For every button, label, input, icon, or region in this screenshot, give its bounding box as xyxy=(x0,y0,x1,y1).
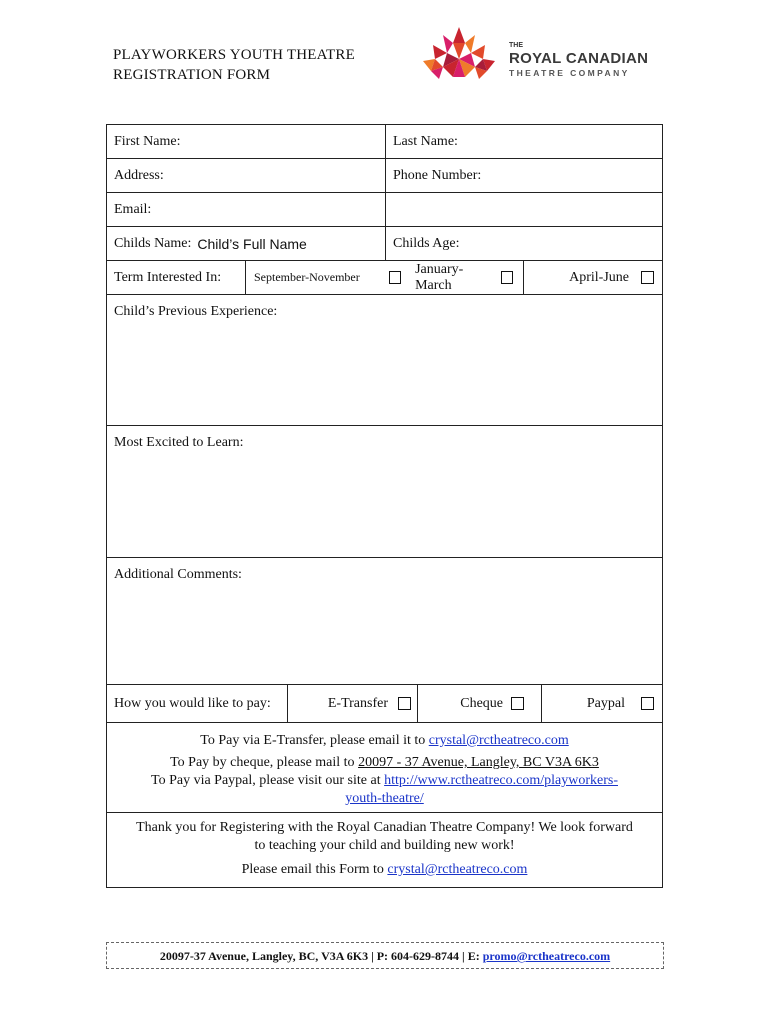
childs-name-value: Child’s Full Name xyxy=(197,235,307,252)
address-row xyxy=(107,159,662,193)
title-line-1: PLAYWORKERS YOUTH THEATRE xyxy=(113,47,355,63)
cheque-text: To Pay by cheque, please mail to xyxy=(170,755,359,770)
email-form-link[interactable]: crystal@rctheatreco.com xyxy=(387,862,528,877)
blank-cell xyxy=(385,193,662,226)
logo-the: THE xyxy=(509,42,523,49)
paypal-text: To Pay via Paypal, please visit our site at xyxy=(151,773,385,788)
comments-field[interactable] xyxy=(107,558,662,684)
etransfer-checkbox[interactable] xyxy=(398,697,411,710)
term-option-jan-mar[interactable] xyxy=(385,261,523,294)
cheque-address: 20097 - 37 Avenue, Langley, BC V3A 6K3 xyxy=(358,755,599,770)
childs-name-field[interactable] xyxy=(107,227,385,260)
address-label: Address: xyxy=(114,167,164,183)
term-jan-mar-label: January-March xyxy=(415,261,464,293)
payment-info-row xyxy=(107,723,662,813)
cheque-label: Cheque xyxy=(460,695,503,711)
child-row xyxy=(107,227,662,261)
term-option-sep-nov[interactable] xyxy=(245,261,385,294)
cheque-checkbox[interactable] xyxy=(511,697,524,710)
footer-text: 20097-37 Avenue, Langley, BC, V3A 6K3 | P: 604-629-8744 | E: xyxy=(159,949,483,963)
maple-leaf-icon xyxy=(413,25,505,85)
experience-row xyxy=(107,295,662,426)
footer-email-link[interactable]: promo@rctheatreco.com xyxy=(482,949,611,963)
term-apr-jun-label: April-June xyxy=(569,269,629,285)
thanks-line-2: to teaching your child and building new work! xyxy=(254,838,515,853)
childs-age-field[interactable] xyxy=(385,227,662,260)
email-label: Email: xyxy=(114,201,152,217)
logo-sub: THEATRE COMPANY xyxy=(509,68,630,78)
last-name-label: Last Name: xyxy=(393,133,458,149)
first-name-label: First Name: xyxy=(114,133,181,149)
term-jan-mar-checkbox[interactable] xyxy=(501,271,513,284)
term-row xyxy=(107,261,662,295)
excited-field[interactable] xyxy=(107,426,662,557)
comments-label: Additional Comments: xyxy=(114,567,242,582)
comments-row xyxy=(107,558,662,685)
term-apr-jun-checkbox[interactable] xyxy=(641,271,654,284)
paypal-info xyxy=(113,772,656,808)
title-line-2: REGISTRATION FORM xyxy=(113,67,271,83)
pay-label: How you would like to pay: xyxy=(114,695,271,711)
etransfer-text: To Pay via E-Transfer, please email it to xyxy=(200,733,429,748)
first-name-field[interactable] xyxy=(107,125,385,158)
term-label-cell xyxy=(107,261,245,294)
address-field[interactable] xyxy=(107,159,385,192)
email-form-text: Please email this Form to xyxy=(241,862,388,877)
last-name-field[interactable] xyxy=(385,125,662,158)
page-footer xyxy=(106,942,664,969)
thanks-message xyxy=(107,813,662,887)
phone-field[interactable] xyxy=(385,159,662,192)
email-field[interactable] xyxy=(107,193,385,226)
excited-label: Most Excited to Learn: xyxy=(114,435,244,450)
etransfer-info xyxy=(113,732,656,750)
pay-option-paypal[interactable] xyxy=(541,685,662,722)
childs-age-label: Childs Age: xyxy=(393,235,460,251)
paypal-url-link-cont[interactable]: youth-theatre/ xyxy=(345,791,424,806)
email-form-info xyxy=(113,861,656,879)
paypal-label: Paypal xyxy=(586,695,625,711)
term-option-apr-jun[interactable] xyxy=(523,261,662,294)
page-title xyxy=(113,45,355,85)
experience-label: Child’s Previous Experience: xyxy=(114,304,278,319)
email-row xyxy=(107,193,662,227)
paypal-checkbox[interactable] xyxy=(641,697,654,710)
pay-option-cheque[interactable] xyxy=(417,685,541,722)
term-sep-nov-label: September-November xyxy=(254,270,360,284)
childs-name-label: Childs Name: xyxy=(114,235,192,251)
thanks-line-1: Thank you for Registering with the Royal Canadian Theatre Company! We look forward xyxy=(136,820,633,835)
payment-info xyxy=(107,723,662,812)
etransfer-label: E-Transfer xyxy=(327,695,388,711)
phone-label: Phone Number: xyxy=(393,167,482,183)
pay-label-cell xyxy=(107,685,287,722)
experience-field[interactable] xyxy=(107,295,662,425)
etransfer-email-link[interactable]: crystal@rctheatreco.com xyxy=(428,733,569,748)
registration-form xyxy=(106,124,663,888)
thanks-row xyxy=(107,813,662,887)
term-sep-nov-checkbox[interactable] xyxy=(389,271,401,284)
pay-row xyxy=(107,685,662,723)
cheque-info xyxy=(113,754,656,772)
term-label: Term Interested In: xyxy=(114,269,222,285)
logo-name: ROYAL CANADIAN xyxy=(509,50,649,67)
company-logo xyxy=(413,25,653,87)
paypal-url-link[interactable]: http://www.rctheatreco.com/playworkers- xyxy=(384,773,618,788)
name-row xyxy=(107,125,662,159)
excited-row xyxy=(107,426,662,558)
pay-option-etransfer[interactable] xyxy=(287,685,417,722)
